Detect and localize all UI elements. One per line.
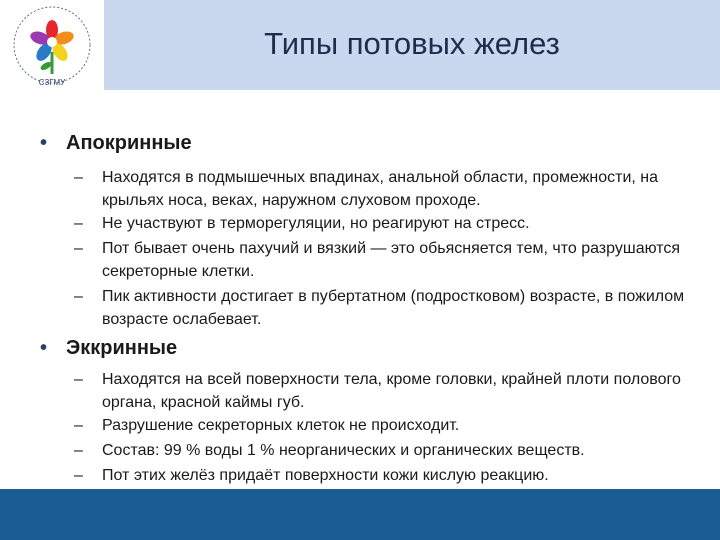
section-heading-apocrine: • Апокринные — [40, 132, 192, 154]
list-item: – Пик активности достигает в пубертатном (подростковом) возрасте, в пожилом возрасте ослабевает. — [74, 288, 685, 328]
bullet-icon: • — [40, 337, 48, 359]
list-item: – Разрушение секреторных клеток не происходит. — [74, 417, 460, 434]
footer-band — [0, 489, 720, 540]
list-item: – Пот этих желёз придаёт поверхности кожи кислую реакцию. — [74, 467, 549, 484]
bullet-icon: • — [40, 132, 48, 154]
header-band — [0, 0, 720, 90]
flower-icon — [0, 0, 104, 90]
slide-title: Типы потовых желез — [264, 26, 560, 61]
section-heading-eccrine: • Эккринные — [40, 337, 178, 359]
list-item: – Не участвуют в терморегуляции, но реагируют на стресс. — [74, 215, 530, 232]
list-item: – Находятся в подмышечных впадинах, анальной области, промежности, на крыльях носа, веках, наружном слуховом проходе. — [74, 169, 659, 209]
list-item: – Состав: 99 % воды 1 % неорганических и органических веществ. — [74, 442, 585, 459]
logo — [0, 0, 104, 90]
logo-caption: СЗГМУ — [38, 78, 66, 87]
list-item: – Находятся на всей поверхности тела, кроме головки, крайней плоти полового органа, красной каймы губ. — [74, 371, 681, 411]
list-item: – Пот бывает очень пахучий и вязкий — это обьясняется тем, что разрушаются секреторные клетки. — [74, 240, 681, 280]
